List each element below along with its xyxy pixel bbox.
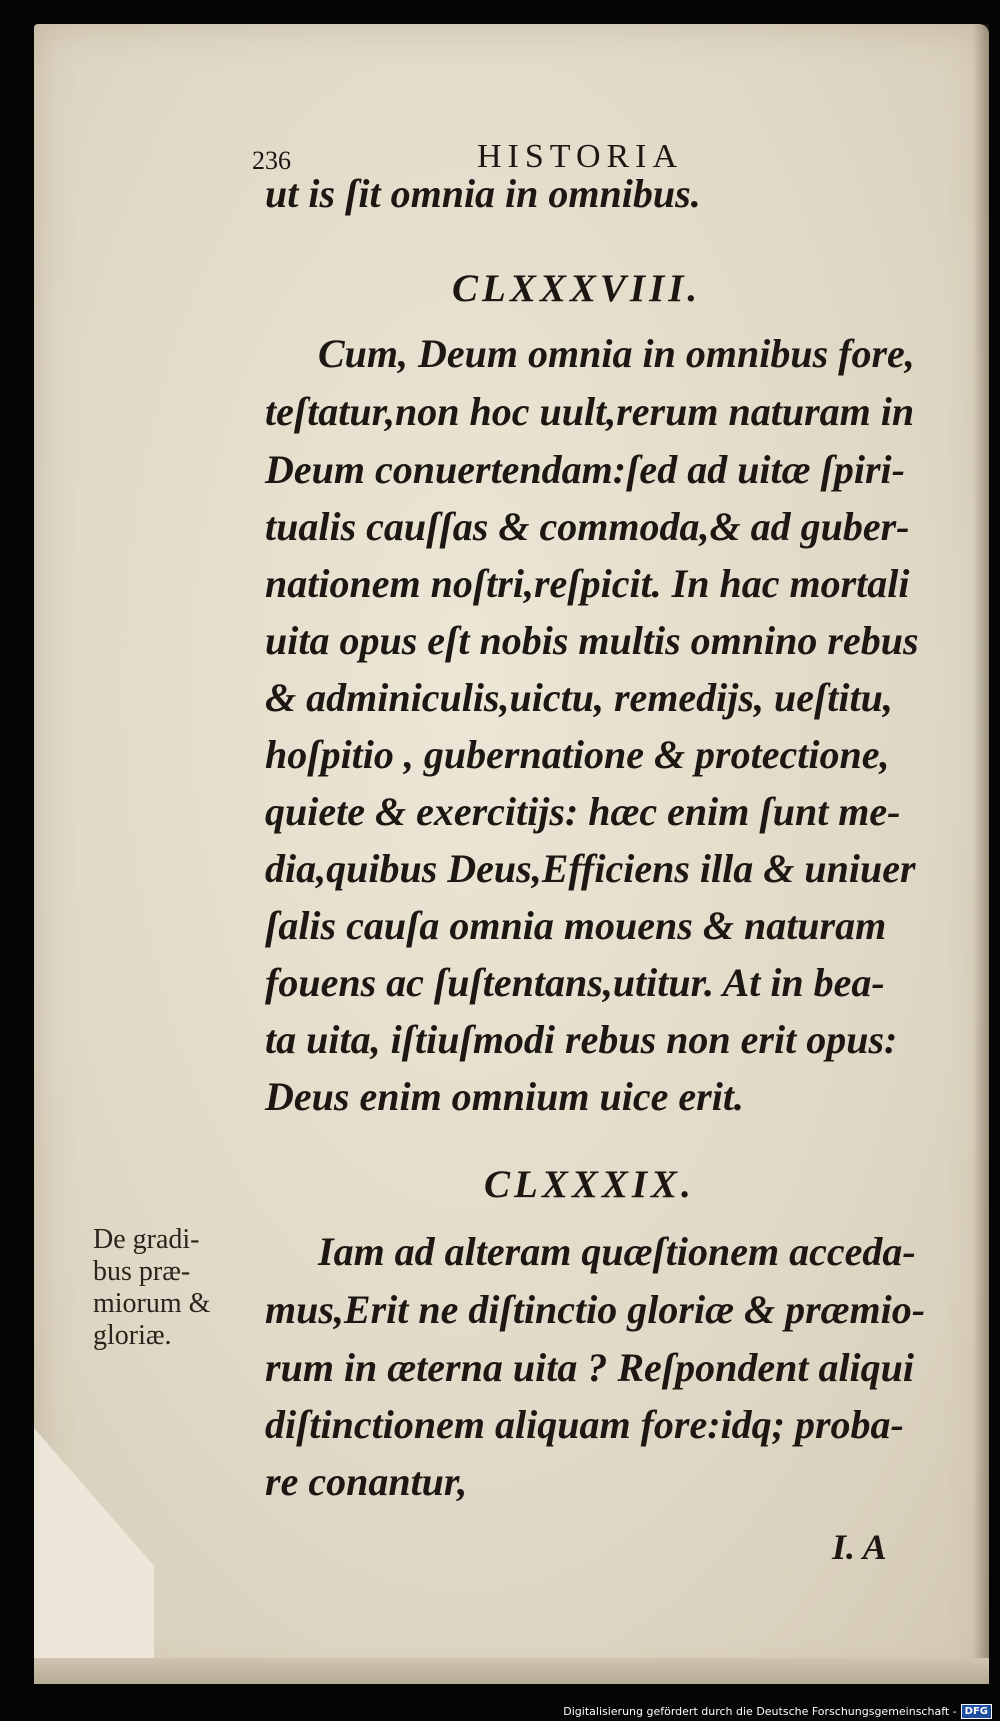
catchword: I. A	[832, 1527, 887, 1567]
text-line: re conantur,	[265, 1459, 468, 1504]
text-line: hoſpitio , gubernatione & protectione,	[265, 732, 890, 777]
text-line: uita opus eſt nobis multis omnino rebus	[265, 618, 919, 663]
page-edge-shadow	[973, 24, 989, 1684]
text-line: teſtatur,non hoc uult,rerum naturam in	[265, 389, 915, 434]
digitization-credit	[563, 1703, 992, 1719]
text-line: Deus enim omnium uice erit.	[265, 1074, 744, 1119]
marginal-note-line: De gradi-	[93, 1224, 200, 1255]
text-line: Deum conuertendam:ſed ad uitæ ſpiri-	[265, 447, 905, 492]
marginal-note-line: miorum &	[93, 1288, 211, 1319]
section-heading-clxxxviii: CLXXXVIII.	[452, 267, 702, 310]
text-line: quiete & exercitijs: hæc enim ſunt me-	[265, 789, 901, 834]
text-line: rum in æterna uita ? Reſpondent aliqui	[265, 1345, 915, 1390]
text-line: fouens ac ſuſtentans,utitur. At in bea-	[265, 960, 885, 1005]
text-line: dia,quibus Deus,Efficiens illa & uniuer	[265, 846, 916, 891]
page-bottom-edge	[34, 1658, 989, 1684]
page-corner-fold	[34, 1428, 154, 1658]
marginal-note-line: gloriæ.	[93, 1320, 172, 1351]
text-line: & adminiculis,uictu, remedijs, ueſtitu,	[265, 675, 893, 720]
marginal-note-line: bus præ-	[93, 1256, 191, 1287]
text-line: mus,Erit ne diſtinctio gloriæ & præmio-	[265, 1287, 926, 1332]
credit-text: Digitalisierung gefördert durch die Deutsche Forschungsgemeinschaft -	[563, 1704, 957, 1718]
text-line: Cum, Deum omnia in omnibus fore,	[318, 331, 915, 376]
carry-over-line: ut is ſit omnia in omnibus.	[265, 171, 701, 216]
dfg-logo: DFG	[961, 1704, 992, 1719]
text-line: diſtinctionem aliquam fore:idq; proba-	[265, 1402, 904, 1447]
text-line: nationem noſtri,reſpicit. In hac mortali	[265, 561, 910, 606]
running-title: HISTORIA	[477, 138, 684, 175]
section-heading-clxxxix: CLXXXIX.	[484, 1163, 695, 1206]
text-line: ſalis cauſa omnia mouens & naturam	[265, 903, 887, 948]
text-line: Iam ad alteram quæſtionem acceda-	[318, 1229, 916, 1274]
page-number: 236	[252, 146, 291, 175]
text-line: tualis cauſſas & commoda,& ad guber-	[265, 504, 910, 549]
text-line: ta uita, iſtiuſmodi rebus non erit opus:	[265, 1017, 898, 1062]
